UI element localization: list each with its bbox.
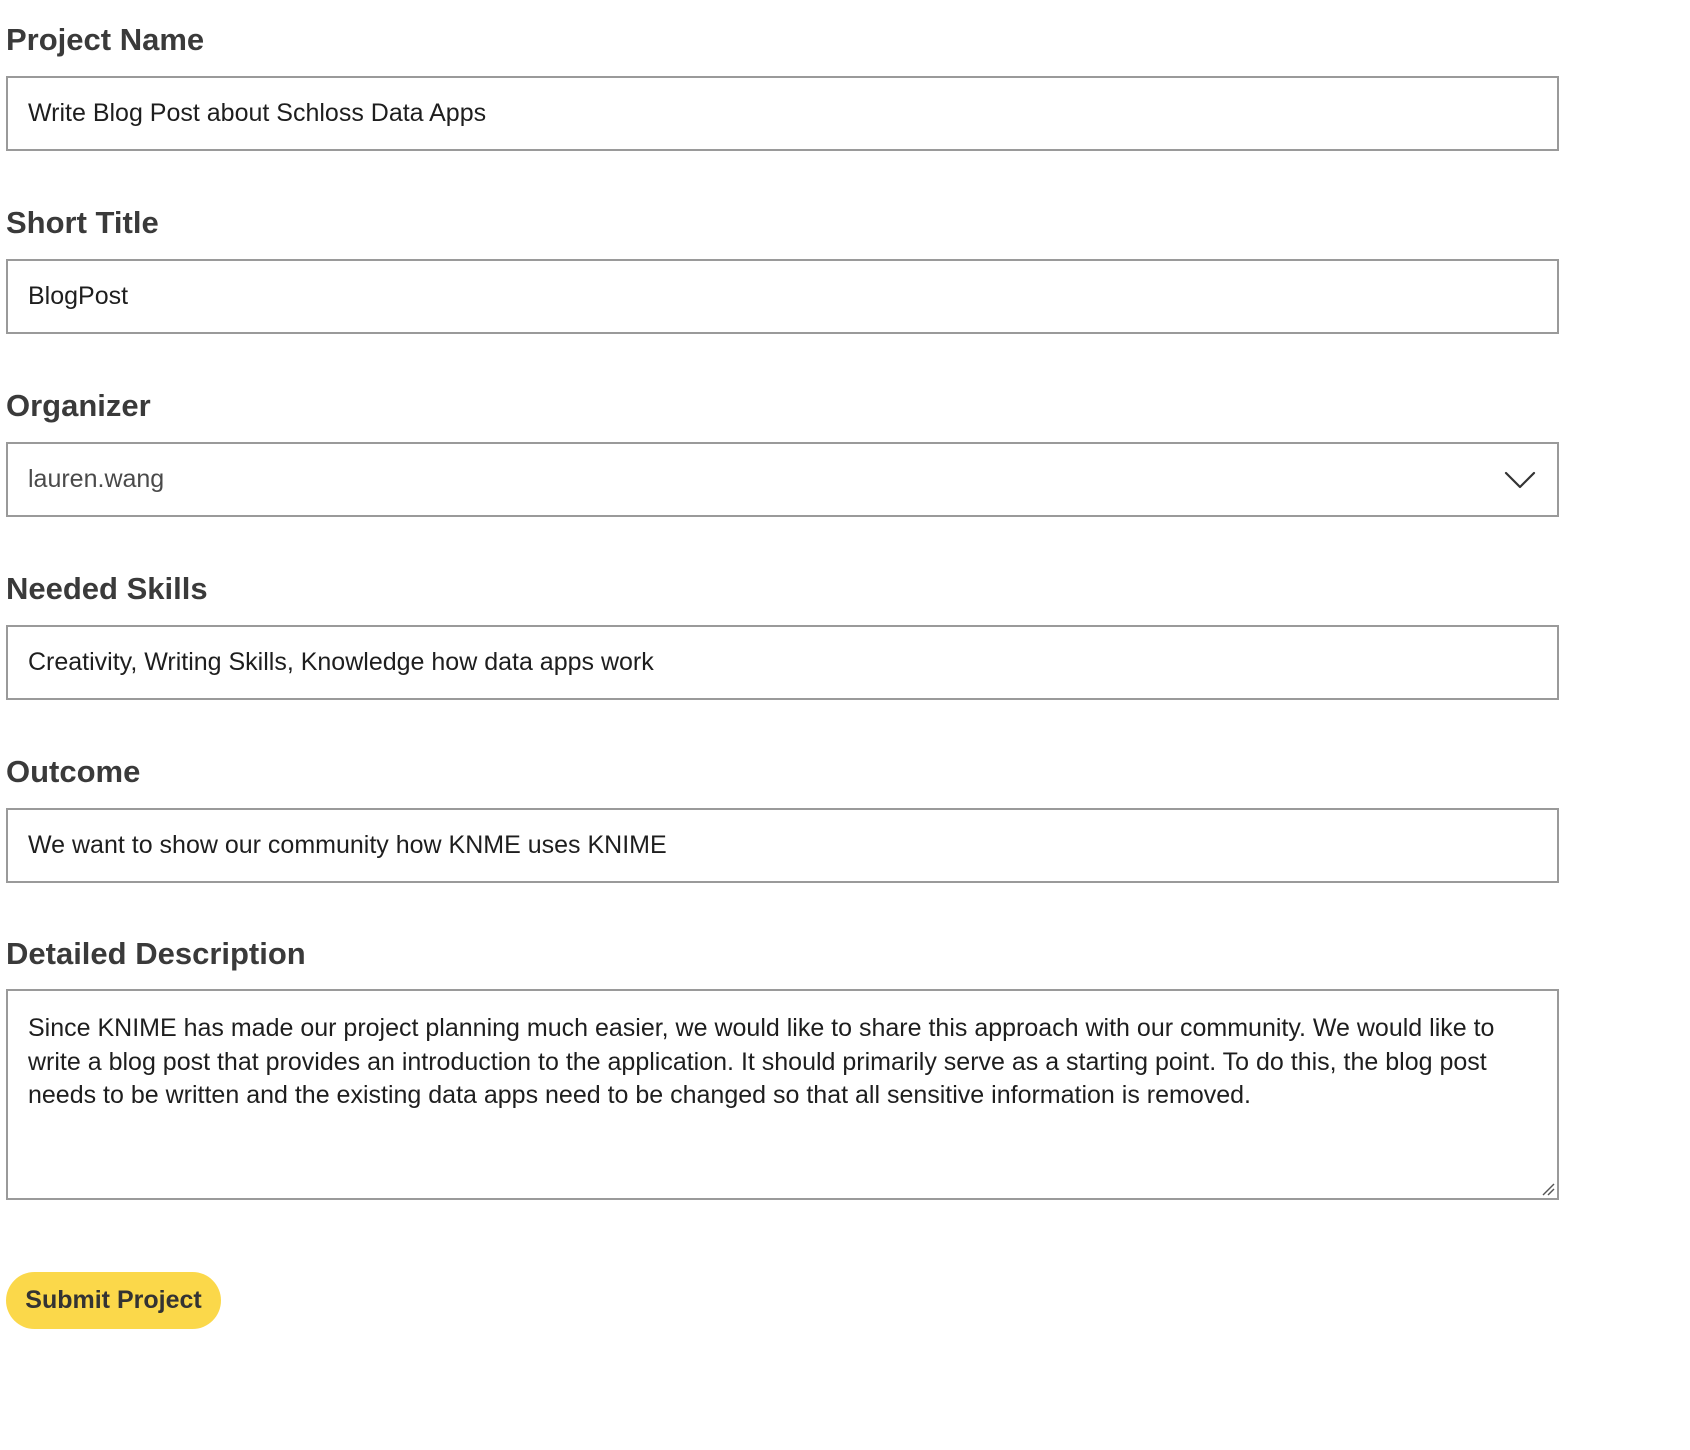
short-title-label: Short Title [6, 205, 159, 240]
short-title-input[interactable] [6, 259, 1559, 334]
chevron-down-icon [1503, 470, 1537, 490]
submit-project-button[interactable]: Submit Project [6, 1272, 221, 1329]
project-name-label: Project Name [6, 22, 205, 57]
detailed-description-textarea[interactable] [6, 989, 1559, 1200]
resize-handle-icon[interactable] [1541, 1182, 1555, 1196]
needed-skills-label: Needed Skills [6, 571, 208, 606]
organizer-select[interactable] [6, 442, 1559, 517]
detailed-description-label: Detailed Description [6, 936, 306, 971]
outcome-input[interactable] [6, 808, 1559, 883]
project-name-input[interactable] [6, 76, 1559, 151]
needed-skills-input[interactable] [6, 625, 1559, 700]
outcome-label: Outcome [6, 754, 141, 789]
detailed-description-wrapper [0, 989, 1565, 1200]
organizer-label: Organizer [6, 388, 151, 423]
organizer-selected-value: lauren.wang [28, 465, 165, 493]
